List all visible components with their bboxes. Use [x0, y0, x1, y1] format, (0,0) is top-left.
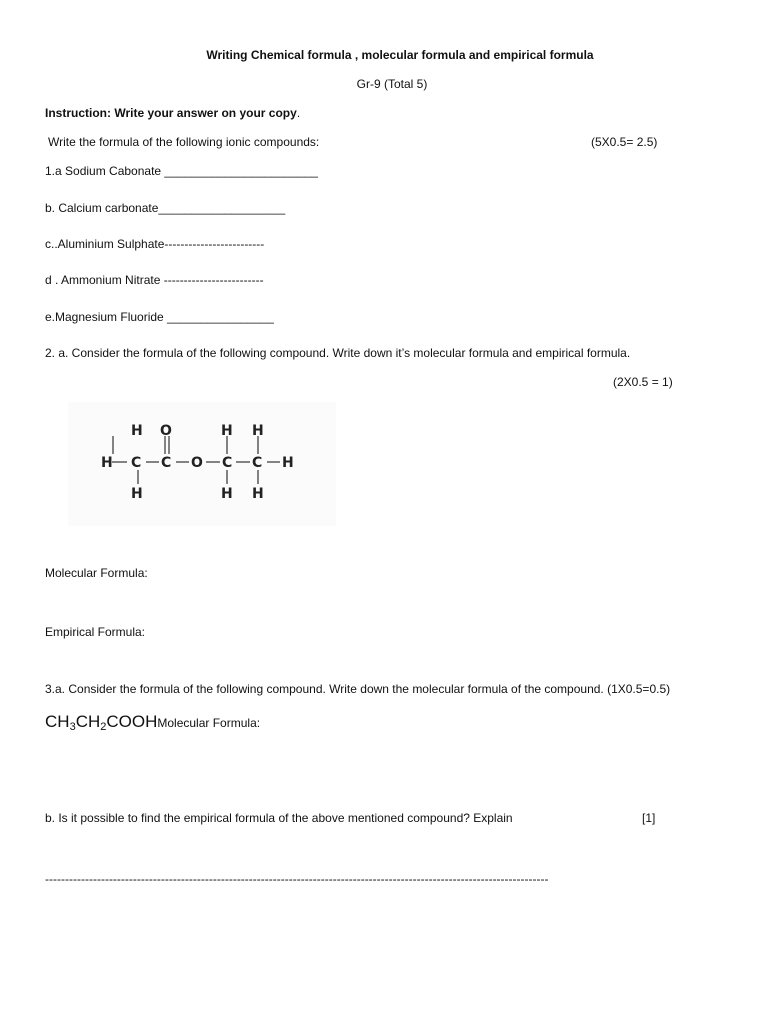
- atom-o: O: [160, 423, 172, 439]
- atom-h: H: [131, 486, 143, 502]
- atom-o: O: [191, 455, 203, 471]
- atom-h: H: [101, 455, 113, 471]
- atom-c: C: [161, 455, 172, 471]
- q2-molecular-label: Molecular Formula:: [45, 566, 148, 580]
- q3-formula-row: [45, 712, 261, 733]
- q1-item-e: e.Magnesium Fluoride ________________: [45, 310, 274, 324]
- worksheet-title: Writing Chemical formula , molecular formula and empirical formula: [206, 48, 594, 62]
- instruction: [45, 107, 300, 119]
- instruction-text: Instruction: Write your answer on your copy: [45, 106, 297, 120]
- q2-prompt: 2. a. Consider the formula of the following compound. Write down it’s molecular formula and empirical formula.: [45, 346, 631, 360]
- q3b-marks: [1]: [642, 811, 656, 825]
- q1-item-d: d . Ammonium Nitrate -------------------------: [45, 273, 264, 287]
- q1-item-b: b. Calcium carbonate___________________: [45, 201, 286, 215]
- instruction-end: .: [296, 106, 301, 120]
- atom-c: C: [131, 455, 142, 471]
- atom-h: H: [221, 486, 233, 502]
- q1-marks: (5X0.5= 2.5): [591, 135, 658, 149]
- atom-c: C: [252, 455, 263, 471]
- atom-h: H: [221, 423, 233, 439]
- chemical-formula: $CH_3CH_2COOH$: [45, 712, 158, 733]
- worksheet-subtitle: Gr-9 (Total 5): [356, 77, 428, 91]
- atom-h: H: [252, 423, 264, 439]
- q2-empirical-label: Empirical Formula:: [45, 625, 146, 639]
- q1-item-a: 1.a Sodium Cabonate _______________________: [45, 164, 318, 178]
- q1-item-c: c..Aluminium Sulphate-------------------------: [45, 237, 265, 251]
- answer-line: ------------------------------------------------------------------------------------------------------------------------------: [45, 873, 549, 885]
- atom-c: C: [222, 455, 233, 471]
- q3b-prompt: b. Is it possible to find the empirical formula of the above mentioned compound? Explain: [45, 811, 513, 825]
- q2-marks: (2X0.5 = 1): [613, 375, 673, 389]
- atom-h: H: [282, 455, 294, 471]
- q3-molecular-label: Molecular Formula:: [157, 716, 261, 730]
- q3-prompt: 3.a. Consider the formula of the following compound. Write down the molecular formula of the compound. (1X0.5=0.5): [45, 682, 671, 696]
- atom-h: H: [131, 423, 143, 439]
- structural-formula-diagram: [68, 402, 336, 526]
- q1-prompt: Write the formula of the following ionic compounds:: [48, 135, 320, 149]
- atom-h: H: [252, 486, 264, 502]
